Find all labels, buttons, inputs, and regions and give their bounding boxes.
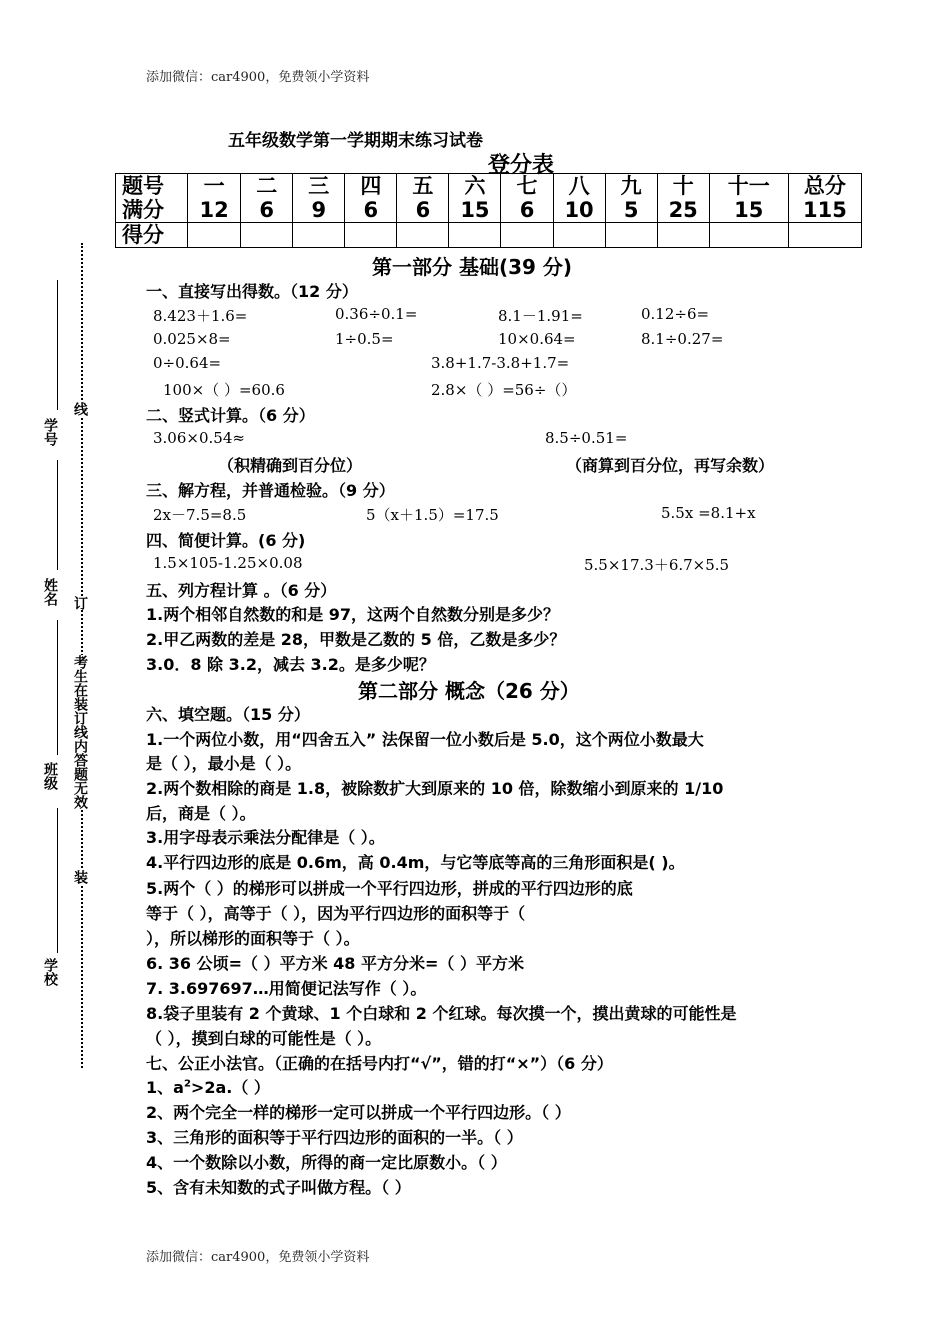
header-note: 添加微信：car4900，免费领小学资料 — [146, 70, 370, 85]
question-no: 十一 — [727, 174, 770, 198]
score-table-cell — [116, 174, 188, 223]
q1-item: 1÷0.5= — [335, 330, 394, 348]
row-label-score: 得分 — [116, 223, 188, 248]
question-no: 总分 — [803, 174, 846, 198]
q6-line: 3.用字母表示乘法分配律是（ ）。 — [146, 828, 385, 847]
score-input-cell[interactable] — [397, 223, 449, 248]
score-input-cell[interactable] — [501, 223, 553, 248]
row-label-question-no: 题号 — [122, 174, 164, 198]
q5-item: 3.0．8 除 3.2，减去 3.2。是多少呢？ — [146, 655, 435, 674]
class-label: 班级 — [42, 762, 58, 790]
name-underline — [57, 460, 58, 570]
q6-line: 是（ ），最小是（ ）。 — [146, 754, 302, 773]
score-table-cell — [241, 174, 293, 223]
question-no: 十 — [672, 174, 694, 198]
binding-warning: 考生在装订线内答题无效 — [72, 655, 88, 809]
q7-title: 七、公正小法官。（正确的在括号内打“√”，错的打“×”）（6 分） — [146, 1054, 613, 1073]
question-no: 八 — [568, 174, 590, 198]
score-input-cell[interactable] — [657, 223, 709, 248]
q2-item: 8.5÷0.51= — [545, 429, 628, 447]
q1-item: 3.8+1.7-3.8+1.7= — [431, 354, 570, 372]
full-score: 25 — [668, 198, 698, 222]
q6-line: 8.袋子里装有 2 个黄球、1 个白球和 2 个红球。每次摸一个，摸出黄球的可能性是 — [146, 1004, 737, 1023]
q3-title: 三、解方程，并普通检验。（9 分） — [146, 481, 395, 500]
q2-note: （商算到百分位，再写余数） — [566, 456, 775, 475]
score-input-cell[interactable] — [709, 223, 788, 248]
name-label: 姓名 — [42, 578, 58, 606]
ding-mark: 订 — [72, 596, 88, 610]
question-no: 五 — [412, 174, 434, 198]
q5-item: 2.甲乙两数的差是 28，甲数是乙数的 5 倍，乙数是多少？ — [146, 630, 566, 649]
score-table-title: 登分表 — [488, 153, 555, 178]
question-no: 六 — [464, 174, 486, 198]
row-label-full-score: 满分 — [122, 198, 164, 222]
score-table-header-row — [116, 174, 862, 223]
q6-line: ），所以梯形的面积等于（ ）。 — [146, 929, 360, 948]
q7-item-sup: 2 — [183, 1078, 191, 1090]
q1-item: 0.36÷0.1= — [335, 305, 418, 323]
score-input-cell[interactable] — [788, 223, 861, 248]
xian-mark: 线 — [72, 402, 88, 416]
q7-item-text: >2a.（ ） — [190, 1078, 270, 1097]
score-table-cell — [188, 174, 241, 223]
q7-item: 2、两个完全一样的梯形一定可以拼成一个平行四边形。（ ） — [146, 1103, 571, 1122]
q6-line: 4.平行四边形的底是 0.6m，高 0.4m，与它等底等高的三角形面积是( )。 — [146, 853, 685, 872]
score-table-cell — [657, 174, 709, 223]
question-no: 三 — [308, 174, 330, 198]
q6-line: 2.两个数相除的商是 1.8，被除数扩大到原来的 10 倍，除数缩小到原来的 1/10 — [146, 779, 724, 798]
q4-item: 5.5×17.3＋6.7×5.5 — [584, 556, 730, 574]
q1-item: 10×0.64= — [498, 330, 576, 348]
footer-note: 添加微信：car4900，免费领小学资料 — [146, 1250, 370, 1265]
q1-item: 8.1÷0.27= — [641, 330, 724, 348]
full-score: 115 — [802, 198, 847, 222]
score-input-cell[interactable] — [605, 223, 657, 248]
q6-line: 6. 36 公顷=（ ）平方米 48 平方分米=（ ）平方米 — [146, 954, 524, 973]
full-score: 12 — [199, 198, 229, 222]
question-no: 二 — [256, 174, 278, 198]
q6-line: 7. 3.697697…用简便记法写作（ ）。 — [146, 979, 427, 998]
score-table-cell — [605, 174, 657, 223]
score-table-cell — [788, 174, 861, 223]
score-input-cell[interactable] — [188, 223, 241, 248]
q7-item: 4、一个数除以小数，所得的商一定比原数小。（ ） — [146, 1153, 507, 1172]
q7-item: 5、含有未知数的式子叫做方程。（ ） — [146, 1178, 411, 1197]
q1-item: 0.025×8= — [153, 330, 231, 348]
score-table-cell — [345, 174, 397, 223]
q1-title: 一、直接写出得数。（12 分） — [146, 282, 358, 301]
q7-item-text: 1、a — [146, 1078, 184, 1097]
q5-item: 1.两个相邻自然数的和是 97，这两个自然数分别是多少？ — [146, 605, 560, 624]
part1-title: 第一部分 基础(39 分) — [372, 255, 573, 279]
full-score: 6 — [363, 198, 379, 222]
score-table — [115, 173, 862, 248]
full-score: 9 — [311, 198, 327, 222]
class-underline — [57, 620, 58, 755]
question-no: 四 — [360, 174, 382, 198]
q1-item: 8.423＋1.6= — [153, 307, 248, 325]
q4-item: 1.5×105-1.25×0.08 — [153, 554, 303, 572]
question-no: 九 — [620, 174, 642, 198]
q3-item: 5（x＋1.5）=17.5 — [366, 506, 499, 524]
q7-item — [146, 1075, 270, 1098]
q6-title: 六、填空题。（15 分） — [146, 705, 310, 724]
full-score: 6 — [415, 198, 431, 222]
score-table-cell — [293, 174, 345, 223]
score-table-cell — [553, 174, 605, 223]
score-table-cell — [709, 174, 788, 223]
q2-item: 3.06×0.54≈ — [153, 429, 245, 447]
q6-line: （ ），摸到白球的可能性是（ ）。 — [146, 1029, 382, 1048]
score-input-cell[interactable] — [553, 223, 605, 248]
full-score: 15 — [734, 198, 764, 222]
q2-note: （积精确到百分位） — [218, 456, 363, 475]
q1-item: 100×（ ）=60.6 — [163, 381, 285, 399]
q2-title: 二、竖式计算。（6 分） — [146, 406, 315, 425]
score-table-score-row — [116, 223, 862, 248]
score-table-cell — [397, 174, 449, 223]
school-label: 学校 — [42, 958, 58, 986]
school-underline — [57, 808, 58, 953]
score-table-cell — [501, 174, 553, 223]
score-table-cell — [449, 174, 501, 223]
q1-item: 0.12÷6= — [641, 305, 710, 323]
zhuang-mark: 装 — [72, 870, 88, 884]
q7-item: 3、三角形的面积等于平行四边形的面积的一半。（ ） — [146, 1128, 523, 1147]
q1-item: 0÷0.64= — [153, 354, 222, 372]
student-no-underline — [57, 280, 58, 410]
question-no: 一 — [203, 174, 225, 198]
question-no: 七 — [516, 174, 538, 198]
q6-line: 5.两个（ ）的梯形可以拼成一个平行四边形，拼成的平行四边形的底 — [146, 879, 633, 898]
q6-line: 等于（ ），高等于（ ），因为平行四边形的面积等于（ — [146, 904, 526, 923]
full-score: 5 — [623, 198, 639, 222]
part2-title: 第二部分 概念（26 分） — [358, 679, 580, 703]
full-score: 10 — [564, 198, 594, 222]
score-input-cell[interactable] — [449, 223, 501, 248]
full-score: 6 — [259, 198, 274, 222]
student-no-label: 学号 — [42, 418, 58, 446]
full-score: 15 — [460, 198, 490, 222]
exam-title: 五年级数学第一学期期末练习试卷 — [228, 131, 483, 151]
score-input-cell[interactable] — [345, 223, 397, 248]
q1-item: 8.1－1.91= — [498, 307, 583, 325]
q6-line: 后，商是（ ）。 — [146, 804, 256, 823]
q3-item: 2x－7.5=8.5 — [153, 506, 247, 524]
q4-title: 四、简便计算。(6 分) — [146, 531, 306, 550]
full-score: 6 — [519, 198, 535, 222]
q3-item: 5.5x =8.1+x — [661, 504, 756, 522]
q1-item: 2.8×（ ）=56÷（） — [431, 381, 577, 399]
score-input-cell[interactable] — [241, 223, 293, 248]
q5-title: 五、列方程计算 。（6 分） — [146, 581, 337, 600]
score-input-cell[interactable] — [293, 223, 345, 248]
q6-line: 1.一个两位小数，用“四舍五入” 法保留一位小数后是 5.0，这个两位小数最大 — [146, 730, 704, 749]
